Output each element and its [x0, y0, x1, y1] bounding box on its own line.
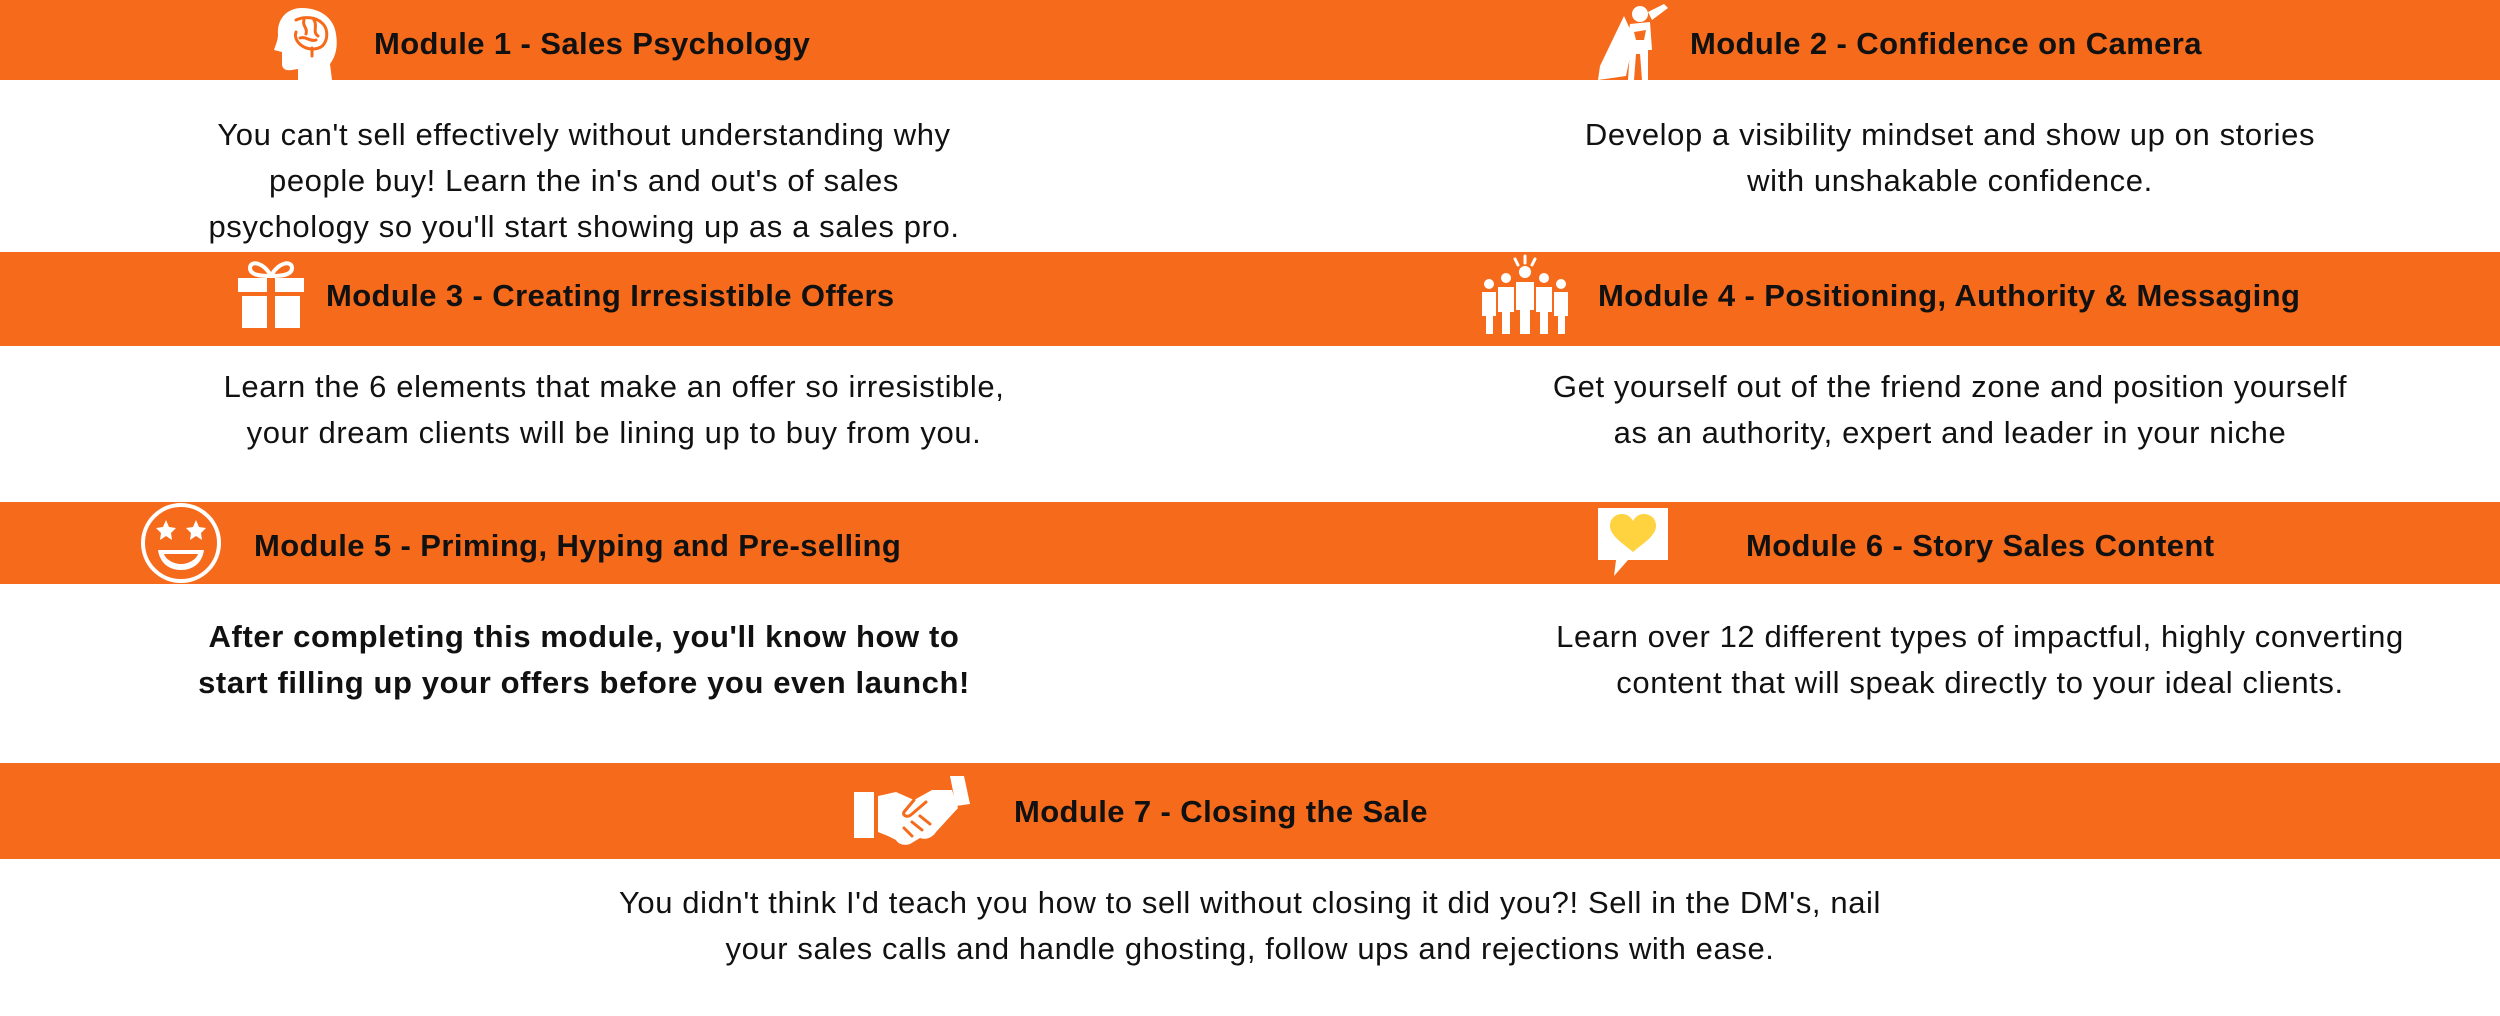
module-2-line-2: with unshakable confidence.	[1747, 163, 2153, 198]
heart-message-icon	[1596, 506, 1670, 580]
module-3-title: Module 3 - Creating Irresistible Offers	[326, 278, 895, 313]
module-1-description	[154, 112, 1014, 250]
module-1-line-2: people buy! Learn the in's and out's of sales	[269, 163, 899, 198]
module-5-line-2: start filling up your offers before you even launch!	[198, 665, 970, 700]
gift-icon	[236, 258, 306, 330]
module-7-description	[500, 880, 2000, 972]
module-7-title: Module 7 - Closing the Sale	[1014, 794, 1428, 829]
module-4-title: Module 4 - Positioning, Authority & Messaging	[1598, 278, 2301, 313]
module-1-title: Module 1 - Sales Psychology	[374, 26, 811, 61]
module-2-title: Module 2 - Confidence on Camera	[1690, 26, 2202, 61]
module-3-line-1: Learn the 6 elements that make an offer so irresistible,	[223, 369, 1005, 404]
module-6-title: Module 6 - Story Sales Content	[1746, 528, 2215, 563]
module-5-title: Module 5 - Priming, Hyping and Pre-selling	[254, 528, 902, 563]
brain-head-icon	[274, 6, 338, 80]
star-eyes-face-icon	[138, 502, 224, 584]
handshake-icon	[852, 774, 976, 848]
module-2-description	[1500, 112, 2400, 204]
module-5-description	[134, 614, 1034, 706]
module-2-line-1: Develop a visibility mindset and show up on stories	[1584, 117, 2316, 152]
module-3-description	[164, 364, 1064, 456]
module-7-line-1: You didn't think I'd teach you how to sell without closing it did you?! Sell in the DM's, nail	[618, 885, 1882, 920]
module-5-line-1: After completing this module, you'll know how to	[208, 619, 960, 654]
module-6-description	[1490, 614, 2470, 706]
module-6-line-2: content that will speak directly to your ideal clients.	[1616, 665, 2344, 700]
module-3-line-2: your dream clients will be lining up to buy from you.	[246, 415, 982, 450]
module-1-line-3: psychology so you'll start showing up as a sales pro.	[208, 209, 960, 244]
module-7-line-2: your sales calls and handle ghosting, follow ups and rejections with ease.	[725, 931, 1775, 966]
module-4-description	[1480, 364, 2420, 456]
module-4-line-2: as an authority, expert and leader in your niche	[1613, 415, 2287, 450]
module-1-line-1: You can't sell effectively without understanding why	[217, 117, 951, 152]
superhero-icon	[1596, 2, 1676, 82]
leader-group-icon	[1482, 254, 1568, 336]
module-4-line-1: Get yourself out of the friend zone and position yourself	[1552, 369, 2348, 404]
module-6-line-1: Learn over 12 different types of impactful, highly converting	[1556, 619, 2404, 654]
